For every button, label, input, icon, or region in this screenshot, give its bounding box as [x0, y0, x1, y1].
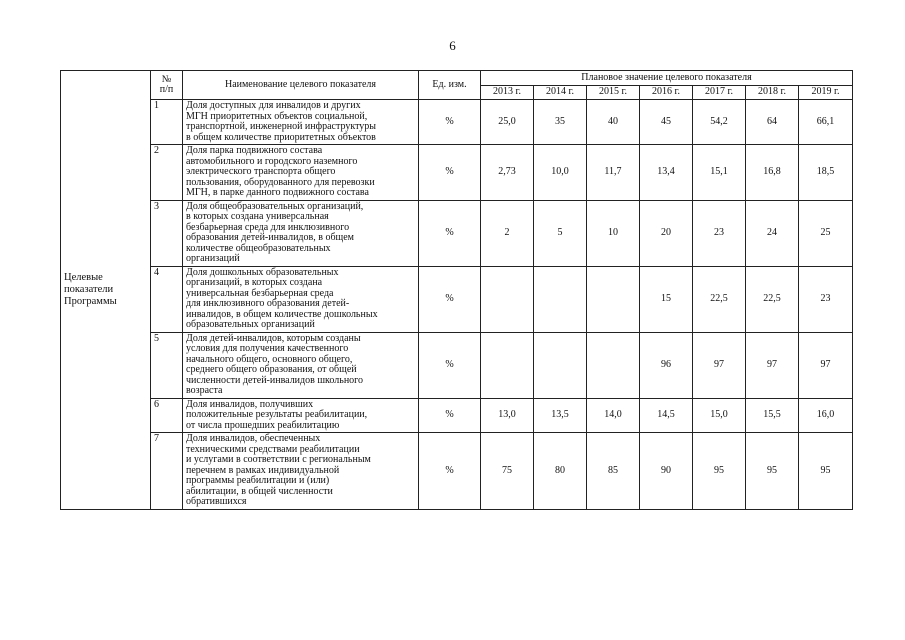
indicator-name-line: образовательных организаций	[186, 319, 315, 330]
header-num: № п/п	[151, 71, 183, 100]
indicator-name-line: Доля доступных для инвалидов и других	[186, 100, 361, 111]
header-plan: Плановое значение целевого показателя	[481, 71, 853, 86]
value-cell: 15,5	[746, 398, 799, 433]
indicator-name-line: количестве общеобразовательных	[186, 242, 331, 254]
value-cell: 16,8	[746, 145, 799, 201]
indicator-name-line: среднего общего образования, от общей	[186, 364, 357, 375]
indicator-name-line: начального общего, основного общего,	[186, 353, 353, 365]
indicator-name-line: условия для получения качественного	[186, 343, 349, 354]
indicator-name-line: в которых создана универсальная	[186, 211, 329, 222]
indicator-name-line: обратившихся	[186, 496, 247, 507]
value-cell: 75	[481, 433, 534, 510]
unit-cell: %	[419, 100, 481, 145]
header-year: 2015 г.	[587, 86, 640, 100]
value-cell: 15,0	[693, 398, 746, 433]
header-year: 2013 г.	[481, 86, 534, 100]
indicator-name-line: электрического транспорта общего	[186, 166, 336, 177]
value-cell: 10	[587, 200, 640, 266]
unit-cell: %	[419, 433, 481, 510]
unit-cell: %	[419, 332, 481, 398]
indicator-name-line: образования детей-инвалидов, в общем	[186, 232, 355, 243]
row-number: 7	[151, 433, 183, 510]
value-cell	[481, 332, 534, 398]
indicator-name-line: МГН приоритетных объектов социальной,	[186, 110, 368, 122]
indicator-name	[183, 398, 419, 433]
table-row	[61, 200, 853, 266]
value-cell: 2,73	[481, 145, 534, 201]
table-row	[61, 433, 853, 510]
header-year: 2014 г.	[534, 86, 587, 100]
value-cell: 22,5	[693, 266, 746, 332]
indicator-name-line: организаций	[186, 253, 240, 264]
header-year: 2016 г.	[640, 86, 693, 100]
row-number: 2	[151, 145, 183, 201]
value-cell: 11,7	[587, 145, 640, 201]
indicator-name-line: МГН, в парке данного подвижного состава	[186, 187, 369, 198]
unit-cell: %	[419, 266, 481, 332]
value-cell: 95	[799, 433, 853, 510]
indicator-name-line: и услугами в соответствии с региональным	[186, 454, 371, 465]
value-cell: 25	[799, 200, 853, 266]
unit-cell: %	[419, 200, 481, 266]
value-cell: 16,0	[799, 398, 853, 433]
value-cell: 13,0	[481, 398, 534, 433]
indicator-name-line: автомобильного и городского наземного	[186, 155, 358, 167]
indicator-name-line: транспортной, инженерной инфраструктуры	[186, 121, 377, 132]
indicator-name-line: перечнем в рамках индивидуальной	[186, 464, 340, 476]
indicator-name	[183, 200, 419, 266]
value-cell	[587, 332, 640, 398]
section-label: Целевые показатели Программы	[61, 71, 151, 510]
indicator-name	[183, 145, 419, 201]
value-cell: 85	[587, 433, 640, 510]
indicator-name-line: численности детей-инвалидов школьного	[186, 374, 364, 386]
table-row	[61, 100, 853, 145]
value-cell: 18,5	[799, 145, 853, 201]
indicator-name	[183, 266, 419, 332]
table-row	[61, 398, 853, 433]
row-number: 1	[151, 100, 183, 145]
indicator-name-line: программы реабилитации и (или)	[186, 475, 330, 486]
value-cell: 2	[481, 200, 534, 266]
value-cell: 45	[640, 100, 693, 145]
row-number: 6	[151, 398, 183, 433]
indicator-name-line: положительные результаты реабилитации,	[186, 409, 368, 420]
indicator-name-line: от числа прошедших реабилитацию	[186, 419, 340, 431]
row-number: 4	[151, 266, 183, 332]
value-cell: 90	[640, 433, 693, 510]
indicator-name-line: Доля дошкольных образовательных	[186, 266, 339, 278]
indicator-name-line: в общем количестве приоритетных объектов	[186, 131, 376, 143]
value-cell: 97	[693, 332, 746, 398]
value-cell: 25,0	[481, 100, 534, 145]
value-cell: 15	[640, 266, 693, 332]
value-cell: 64	[746, 100, 799, 145]
value-cell: 23	[799, 266, 853, 332]
table-row	[61, 266, 853, 332]
value-cell: 14,0	[587, 398, 640, 433]
target-indicators-table	[60, 70, 853, 510]
value-cell: 97	[799, 332, 853, 398]
row-number: 3	[151, 200, 183, 266]
indicator-name-line: организаций, в которых создана	[186, 277, 323, 288]
value-cell	[534, 332, 587, 398]
value-cell	[534, 266, 587, 332]
value-cell: 10,0	[534, 145, 587, 201]
indicator-name-line: пользования, оборудованного для перевозки	[186, 176, 375, 188]
value-cell: 96	[640, 332, 693, 398]
value-cell: 97	[746, 332, 799, 398]
indicator-name-line: Доля инвалидов, обеспеченных	[186, 433, 321, 444]
page-number: 6	[449, 38, 456, 53]
value-cell: 24	[746, 200, 799, 266]
header-year: 2018 г.	[746, 86, 799, 100]
value-cell: 66,1	[799, 100, 853, 145]
indicator-name	[183, 100, 419, 145]
value-cell: 40	[587, 100, 640, 145]
table-row	[61, 332, 853, 398]
value-cell: 23	[693, 200, 746, 266]
indicator-name	[183, 433, 419, 510]
value-cell: 54,2	[693, 100, 746, 145]
value-cell: 13,4	[640, 145, 693, 201]
value-cell: 80	[534, 433, 587, 510]
indicator-name-line: универсальная безбарьерная среда	[186, 287, 334, 299]
header-year: 2017 г.	[693, 86, 746, 100]
indicator-name-line: для инклюзивного образования детей-	[186, 298, 350, 309]
value-cell: 95	[693, 433, 746, 510]
indicator-name-line: Доля детей-инвалидов, которым созданы	[186, 332, 361, 344]
value-cell	[587, 266, 640, 332]
indicator-name-line: инвалидов, в общем количестве дошкольных	[186, 308, 378, 320]
value-cell: 15,1	[693, 145, 746, 201]
value-cell: 13,5	[534, 398, 587, 433]
value-cell: 95	[746, 433, 799, 510]
unit-cell: %	[419, 398, 481, 433]
value-cell	[481, 266, 534, 332]
table-row	[61, 145, 853, 201]
unit-cell: %	[419, 145, 481, 201]
indicator-name-line: Доля парка подвижного состава	[186, 145, 323, 156]
indicator-name-line: Доля общеобразовательных организаций,	[186, 200, 364, 212]
row-number: 5	[151, 332, 183, 398]
header-unit: Ед. изм.	[419, 71, 481, 100]
indicator-name-line: возраста	[186, 385, 223, 396]
indicator-name-line: Доля инвалидов, получивших	[186, 398, 314, 410]
indicator-name-line: техническими средствами реабилитации	[186, 443, 360, 455]
indicator-name	[183, 332, 419, 398]
value-cell: 20	[640, 200, 693, 266]
header-year: 2019 г.	[799, 86, 853, 100]
indicator-name-line: безбарьерная среда для инклюзивного	[186, 221, 350, 233]
indicator-name-line: абилитации, в общей численности	[186, 485, 333, 497]
value-cell: 5	[534, 200, 587, 266]
value-cell: 35	[534, 100, 587, 145]
value-cell: 14,5	[640, 398, 693, 433]
header-name: Наименование целевого показателя	[183, 71, 419, 100]
value-cell: 22,5	[746, 266, 799, 332]
